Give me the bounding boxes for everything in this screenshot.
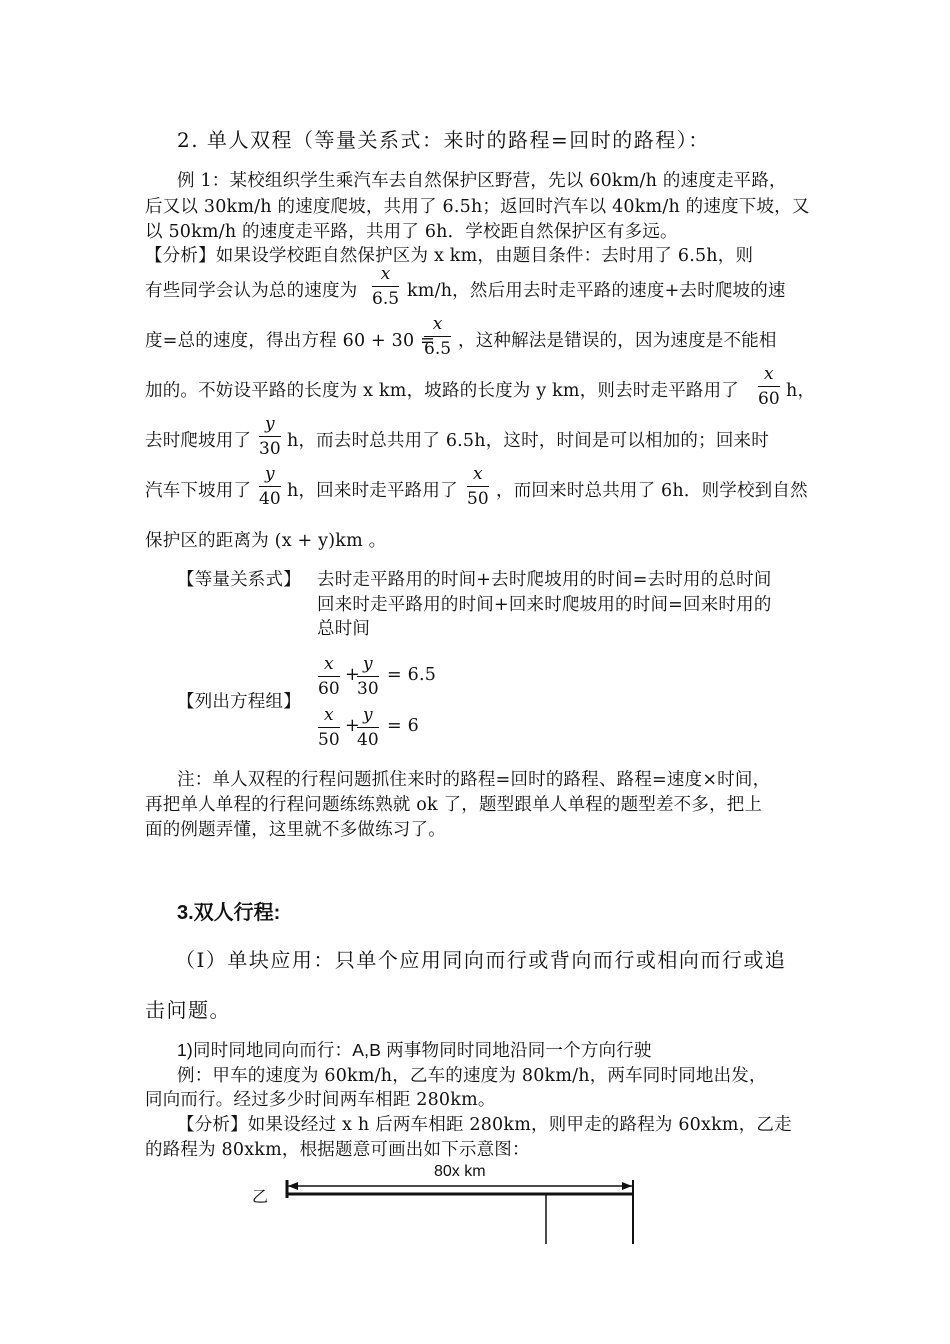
note-line3: 面的例题弄懂，这里就不多做练习了。 bbox=[145, 820, 446, 840]
relation-label: 【等量关系式】 bbox=[177, 570, 301, 590]
note-line2: 再把单人单程的行程问题练练熟就 ok 了，题型跟单人单程的题型差不多，把上 bbox=[145, 795, 763, 815]
diagram-side-label: 乙 bbox=[252, 1187, 269, 1206]
analysis-line5b: h，而去时总共用了 6.5h，这时，时间是可以相加的；回来时 bbox=[287, 431, 769, 451]
fraction-y-over-30: y 30 bbox=[259, 414, 281, 459]
analysis-line6b: h，回来时走平路用了 bbox=[287, 481, 458, 501]
eq2-fraction-b: y 40 bbox=[357, 705, 379, 750]
analysis2-line2: 的路程为 80xkm，根据题意可画出如下示意图： bbox=[145, 1140, 530, 1160]
relation-line2: 回来时走平路用的时间+回来时爬坡用的时间=回来时用的 bbox=[317, 595, 772, 615]
diagram-arrowhead-left bbox=[288, 1182, 298, 1190]
eq1-fraction-a: x 60 bbox=[318, 654, 340, 699]
analysis-line2a: 有些同学会认为总的速度为 bbox=[145, 281, 358, 301]
eq1-fraction-b: y 30 bbox=[357, 654, 379, 699]
analysis2-line1: 【分析】如果设经过 x h 后两车相距 280km，则甲走的路程为 60xkm，乙走 bbox=[177, 1115, 792, 1135]
example2-line1: 例：甲车的速度为 60km/h，乙车的速度为 80km/h，两车同时同地出发， bbox=[177, 1066, 767, 1086]
diagram-top-label: 80x km bbox=[434, 1163, 486, 1180]
item1-title: 1)同时同地同向而行：A,B 两事物同时同地沿同一个方向行驶 bbox=[177, 1040, 652, 1060]
eq2-plus: + bbox=[345, 716, 360, 736]
system-label: 【列出方程组】 bbox=[177, 692, 301, 712]
analysis-line5a: 去时爬坡用了 bbox=[145, 431, 252, 451]
analysis-line1: 【分析】如果设学校距自然保护区为 x km，由题目条件：去时用了 6.5h，则 bbox=[145, 246, 754, 266]
analysis-line4b: h， bbox=[786, 381, 816, 401]
section3-sub1-line1: （Ⅰ）单块应用：只单个应用同向而行或背向而行或相向而行或追 bbox=[175, 948, 787, 972]
note-line1: 注：单人双程的行程问题抓住来时的路程=回时的路程、路程=速度×时间， bbox=[177, 770, 771, 790]
fraction-x-over-60: x 60 bbox=[758, 364, 780, 409]
section3-heading: 3.双人行程: bbox=[177, 902, 281, 924]
analysis-line4a: 加的。不妨设平路的长度为 x km，坡路的长度为 y km，则去时走平路用了 bbox=[145, 381, 740, 401]
analysis-line6a: 汽车下坡用了 bbox=[145, 481, 252, 501]
example2-line2: 同向而行。经过多少时间两车相距 280km。 bbox=[145, 1090, 496, 1110]
eq2-fraction-a: x 50 bbox=[318, 705, 340, 750]
analysis-line6c: ，而回来时总共用了 6h．则学校到自然 bbox=[496, 481, 808, 501]
diagram-lines bbox=[240, 1160, 660, 1244]
eq2-rhs: = 6 bbox=[387, 716, 419, 736]
eq1-plus: + bbox=[345, 665, 360, 685]
example1-line2: 后又以 30km/h 的速度爬坡，共用了 6.5h；返回时汽车以 40km/h 的速度下坡，又 bbox=[145, 197, 810, 217]
relation-line1: 去时走平路用的时间+去时爬坡用的时间=去时用的总时间 bbox=[317, 570, 772, 590]
fraction-x-over-50: x 50 bbox=[467, 464, 489, 509]
analysis-line3b: ，这种解法是错误的，因为速度是不能相 bbox=[458, 331, 777, 351]
fraction-x-over-6.5-eq: x 6.5 bbox=[424, 314, 452, 359]
relation-line3: 总时间 bbox=[317, 619, 371, 639]
section2-heading: 2. 单人双程（等量关系式：来时的路程=回时的路程）： bbox=[177, 128, 710, 152]
analysis-line2b: km/h，然后用去时走平路的速度+去时爬坡的速 bbox=[407, 281, 786, 301]
example1-line3: 以 50km/h 的速度走平路，共用了 6h．学校距自然保护区有多远。 bbox=[145, 222, 678, 242]
section3-sub1-line2: 击问题。 bbox=[145, 998, 231, 1022]
eq1-rhs: = 6.5 bbox=[387, 665, 437, 685]
fraction-y-over-40: y 40 bbox=[259, 464, 281, 509]
analysis-line7: 保护区的距离为 (x + y)km 。 bbox=[145, 531, 387, 551]
analysis-line3a: 度=总的速度，得出方程 60 + 30 = bbox=[145, 331, 435, 351]
example1-line1: 例 1：某校组织学生乘汽车去自然保护区野营，先以 60km/h 的速度走平路， bbox=[177, 171, 787, 191]
fraction-x-over-6.5: x 6.5 bbox=[372, 264, 400, 309]
diagram-arrowhead-right bbox=[622, 1182, 632, 1190]
